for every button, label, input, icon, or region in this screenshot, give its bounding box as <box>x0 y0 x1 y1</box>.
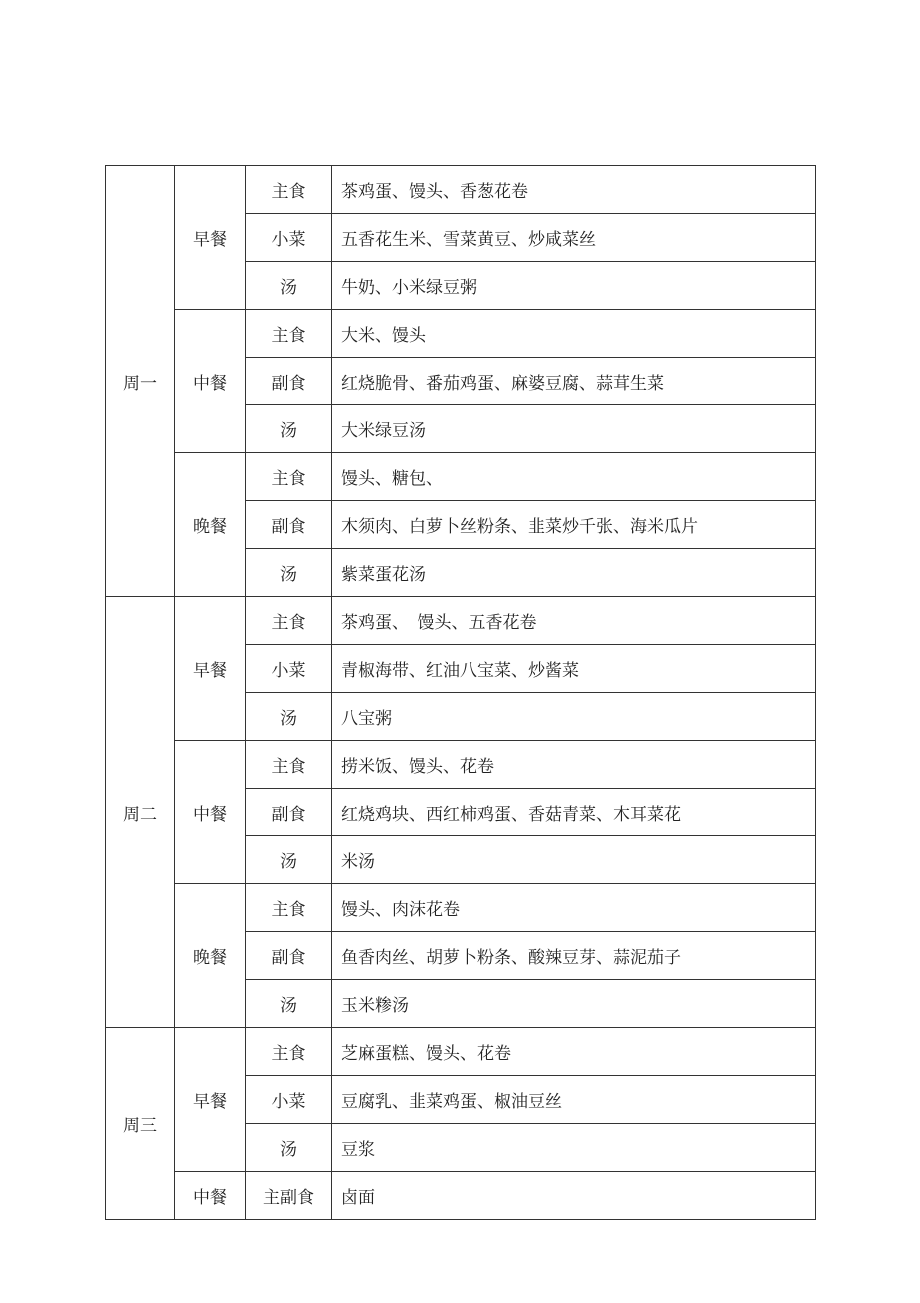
table-row <box>106 740 816 788</box>
category-cell: 副食 <box>246 932 332 980</box>
category-cell: 主副食 <box>246 1171 332 1219</box>
dish-cell: 捞米饭、馒头、花卷 <box>332 740 816 788</box>
dish-cell: 卤面 <box>332 1171 816 1219</box>
category-cell: 汤 <box>246 549 332 597</box>
category-cell: 主食 <box>246 884 332 932</box>
dish-cell: 红烧鸡块、西红柿鸡蛋、香菇青菜、木耳菜花 <box>332 788 816 836</box>
dish-cell: 五香花生米、雪菜黄豆、炒咸菜丝 <box>332 213 816 261</box>
day-cell: 周二 <box>106 597 175 1028</box>
dish-cell: 青椒海带、红油八宝菜、炒酱菜 <box>332 644 816 692</box>
table-row <box>106 1028 816 1076</box>
category-cell: 主食 <box>246 453 332 501</box>
dish-cell: 豆腐乳、韭菜鸡蛋、椒油豆丝 <box>332 1075 816 1123</box>
dish-cell: 牛奶、小米绿豆粥 <box>332 261 816 309</box>
category-cell: 主食 <box>246 1028 332 1076</box>
day-cell: 周三 <box>106 1028 175 1220</box>
category-cell: 副食 <box>246 357 332 405</box>
dish-cell: 馒头、肉沫花卷 <box>332 884 816 932</box>
menu-table-body <box>106 166 816 1220</box>
category-cell: 小菜 <box>246 1075 332 1123</box>
category-cell: 副食 <box>246 788 332 836</box>
dish-cell: 大米绿豆汤 <box>332 405 816 453</box>
table-row <box>106 1171 816 1219</box>
dish-cell: 八宝粥 <box>332 692 816 740</box>
dish-cell: 茶鸡蛋、 馒头、五香花卷 <box>332 597 816 645</box>
meal-cell: 早餐 <box>175 597 246 741</box>
category-cell: 主食 <box>246 309 332 357</box>
dish-cell: 紫菜蛋花汤 <box>332 549 816 597</box>
dish-cell: 茶鸡蛋、馒头、香葱花卷 <box>332 166 816 214</box>
dish-cell: 玉米糁汤 <box>332 980 816 1028</box>
meal-cell: 早餐 <box>175 1028 246 1172</box>
meal-cell: 中餐 <box>175 740 246 884</box>
category-cell: 副食 <box>246 501 332 549</box>
category-cell: 小菜 <box>246 644 332 692</box>
dish-cell: 鱼香肉丝、胡萝卜粉条、酸辣豆芽、蒜泥茄子 <box>332 932 816 980</box>
table-row <box>106 884 816 932</box>
category-cell: 汤 <box>246 980 332 1028</box>
dish-cell: 豆浆 <box>332 1123 816 1171</box>
category-cell: 主食 <box>246 166 332 214</box>
table-row <box>106 597 816 645</box>
table-row <box>106 453 816 501</box>
category-cell: 汤 <box>246 836 332 884</box>
dish-cell: 芝麻蛋糕、馒头、花卷 <box>332 1028 816 1076</box>
category-cell: 汤 <box>246 1123 332 1171</box>
category-cell: 主食 <box>246 597 332 645</box>
dish-cell: 红烧脆骨、番茄鸡蛋、麻婆豆腐、蒜茸生菜 <box>332 357 816 405</box>
meal-cell: 中餐 <box>175 309 246 453</box>
category-cell: 小菜 <box>246 213 332 261</box>
category-cell: 主食 <box>246 740 332 788</box>
dish-cell: 木须肉、白萝卜丝粉条、韭菜炒千张、海米瓜片 <box>332 501 816 549</box>
meal-cell: 晚餐 <box>175 453 246 597</box>
dish-cell: 米汤 <box>332 836 816 884</box>
dish-cell: 大米、馒头 <box>332 309 816 357</box>
meal-cell: 晚餐 <box>175 884 246 1028</box>
weekly-menu-table <box>105 165 816 1220</box>
meal-cell: 早餐 <box>175 166 246 310</box>
table-row <box>106 309 816 357</box>
meal-cell: 中餐 <box>175 1171 246 1219</box>
category-cell: 汤 <box>246 405 332 453</box>
day-cell: 周一 <box>106 166 175 597</box>
category-cell: 汤 <box>246 692 332 740</box>
table-row <box>106 166 816 214</box>
category-cell: 汤 <box>246 261 332 309</box>
dish-cell: 馒头、糖包、 <box>332 453 816 501</box>
